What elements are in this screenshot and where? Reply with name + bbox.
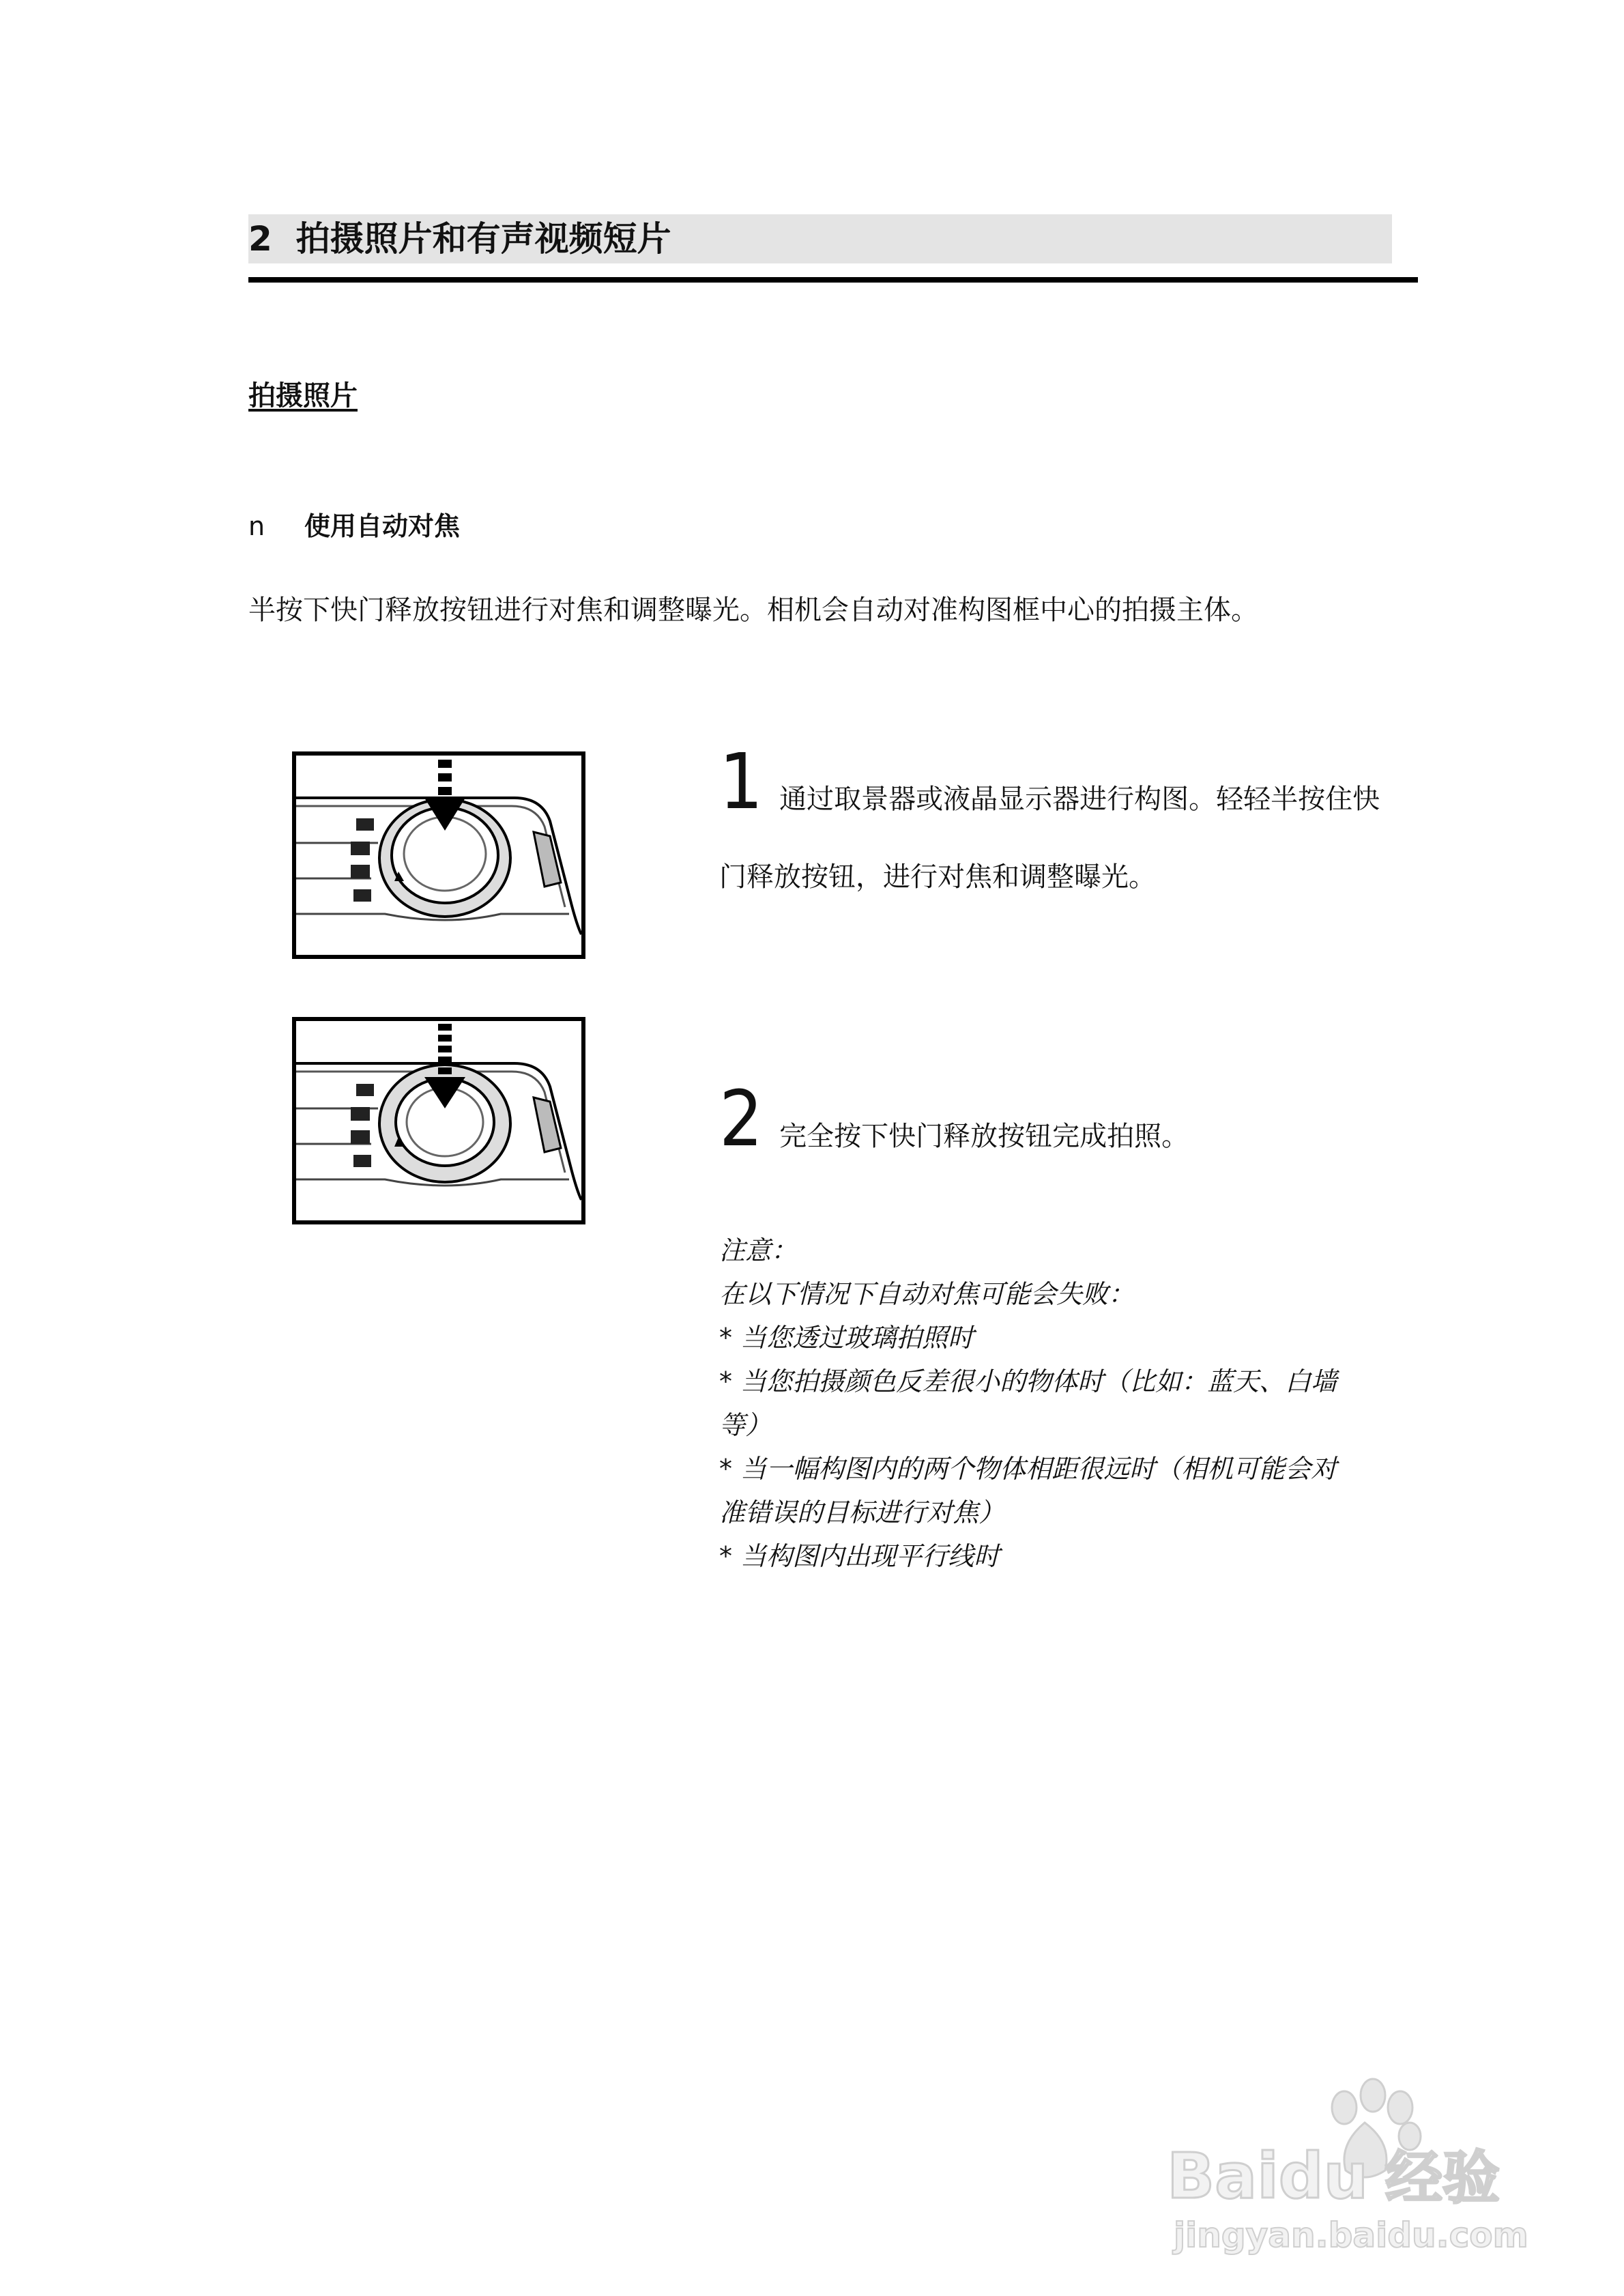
step-1-number: 1 <box>719 738 764 827</box>
step-1-text-line-2: 门释放按钮，进行对焦和调整曝光。 <box>719 861 1156 893</box>
half-press-illustration <box>292 751 585 959</box>
note-item: * 当一幅构图内的两个物体相距很远时（相机可能会对 <box>719 1454 1337 1484</box>
section-heading: 拍摄照片 <box>248 380 358 412</box>
step-2-number: 2 <box>719 1075 764 1164</box>
chapter-title <box>248 214 671 263</box>
bullet-label: 使用自动对焦 <box>304 511 461 541</box>
camera-shutter-full-press-drawing <box>296 1021 581 1220</box>
intro-paragraph: 半按下快门释放按钮进行对焦和调整曝光。相机会自动对准构图框中心的拍摄主体。 <box>248 594 1258 626</box>
note-item: 等） <box>719 1410 772 1440</box>
note-item: * 当您透过玻璃拍照时 <box>719 1323 974 1353</box>
bullet-mark: n <box>248 511 265 541</box>
baidu-jingyan-watermark <box>1160 2068 1542 2266</box>
step-1 <box>719 738 1402 916</box>
watermark-brand: Baidu <box>1167 2140 1369 2213</box>
step-2-text: 完全按下快门释放按钮完成拍照。 <box>779 1121 1189 1152</box>
step-2 <box>719 1075 1402 1175</box>
full-press-illustration <box>292 1017 585 1224</box>
watermark-product: 经验 <box>1385 2144 1500 2211</box>
chapter-number: 2 <box>248 219 272 259</box>
note-item: * 当构图内出现平行线时 <box>719 1541 1000 1571</box>
step-1-text-line-1: 通过取景器或液晶显示器进行构图。轻轻半按住快 <box>779 784 1380 815</box>
autofocus-note <box>719 1229 1402 1578</box>
note-item: 准错误的目标进行对焦） <box>719 1497 1005 1527</box>
note-intro: 在以下情况下自动对焦可能会失败： <box>719 1279 1135 1309</box>
autofocus-bullet <box>248 505 460 543</box>
note-title: 注意： <box>719 1235 798 1265</box>
chapter-divider <box>248 277 1418 283</box>
chapter-title-text: 拍摄照片和有声视频短片 <box>295 219 671 259</box>
baidu-paw-logo-icon <box>1160 2068 1542 2266</box>
watermark-url: jingyan.baidu.com <box>1174 2215 1528 2255</box>
note-item: * 当您拍摄颜色反差很小的物体时（比如：蓝天、白墙 <box>719 1366 1337 1396</box>
camera-shutter-half-press-drawing <box>296 756 581 955</box>
